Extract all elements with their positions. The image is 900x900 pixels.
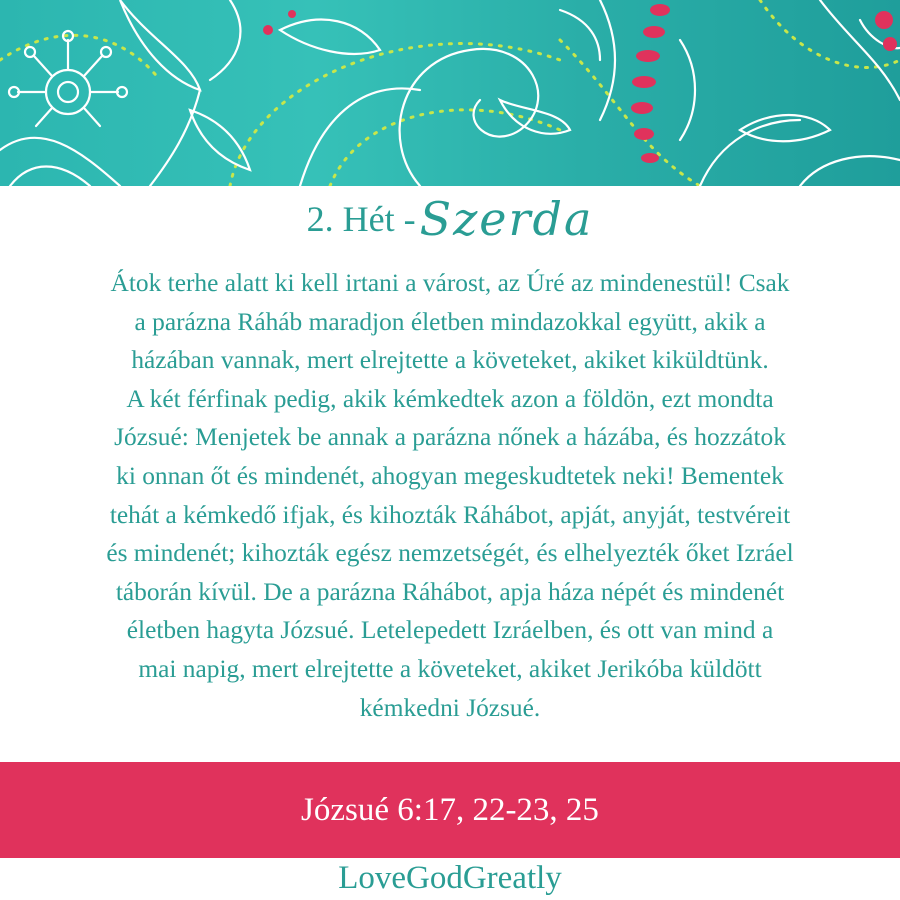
passage-line: életben hagyta Józsué. Letelepedett Izráelben, és ott van mind a xyxy=(126,616,774,645)
floral-banner xyxy=(0,0,900,186)
passage-line: házában vannak, mert elrejtette a követeket, akiket kiküldtünk. xyxy=(131,346,769,375)
passage-line: és mindenét; kihozták egész nemzetségét, és elhelyezték őket Izráel xyxy=(106,539,794,568)
passage-line: táborán kívül. De a parázna Ráhábot, apja háza népét és mindenét xyxy=(115,577,785,606)
day-heading xyxy=(0,192,900,252)
scripture-reference: Józsué 6:17, 22-23, 25 xyxy=(301,791,599,828)
passage-line: tehát a kémkedő ifjak, és kihozták Ráhábot, apját, anyját, testvéreit xyxy=(109,500,791,529)
floral-doodle-illustration xyxy=(0,0,900,186)
passage-line: Átok terhe alatt ki kell irtani a várost, az Úré az mindenestül! Csak xyxy=(110,269,790,297)
passage-line: a parázna Ráháb maradjon életben mindazokkal együtt, akik a xyxy=(134,307,766,336)
brand-name: LoveGodGreatly xyxy=(338,860,562,896)
day-name: Szerda xyxy=(419,192,594,246)
reference-bar xyxy=(0,762,900,858)
week-label: 2. Hét - xyxy=(306,199,416,239)
passage-line: A két férfinak pedig, akik kémkedtek azon a földön, ezt mondta xyxy=(126,384,774,413)
passage-line: kémkedni Józsué. xyxy=(359,693,541,722)
passage-line: Józsué: Menjetek be annak a parázna nőnek a házába, és hozzátok xyxy=(114,423,786,452)
passage-line: ki onnan őt és mindenét, ahogyan megeskudtetek neki! Bementek xyxy=(116,461,784,490)
scripture-passage xyxy=(22,264,878,727)
passage-line: mai napig, mert elrejtette a követeket, akiket Jerikóba küldött xyxy=(138,654,762,683)
